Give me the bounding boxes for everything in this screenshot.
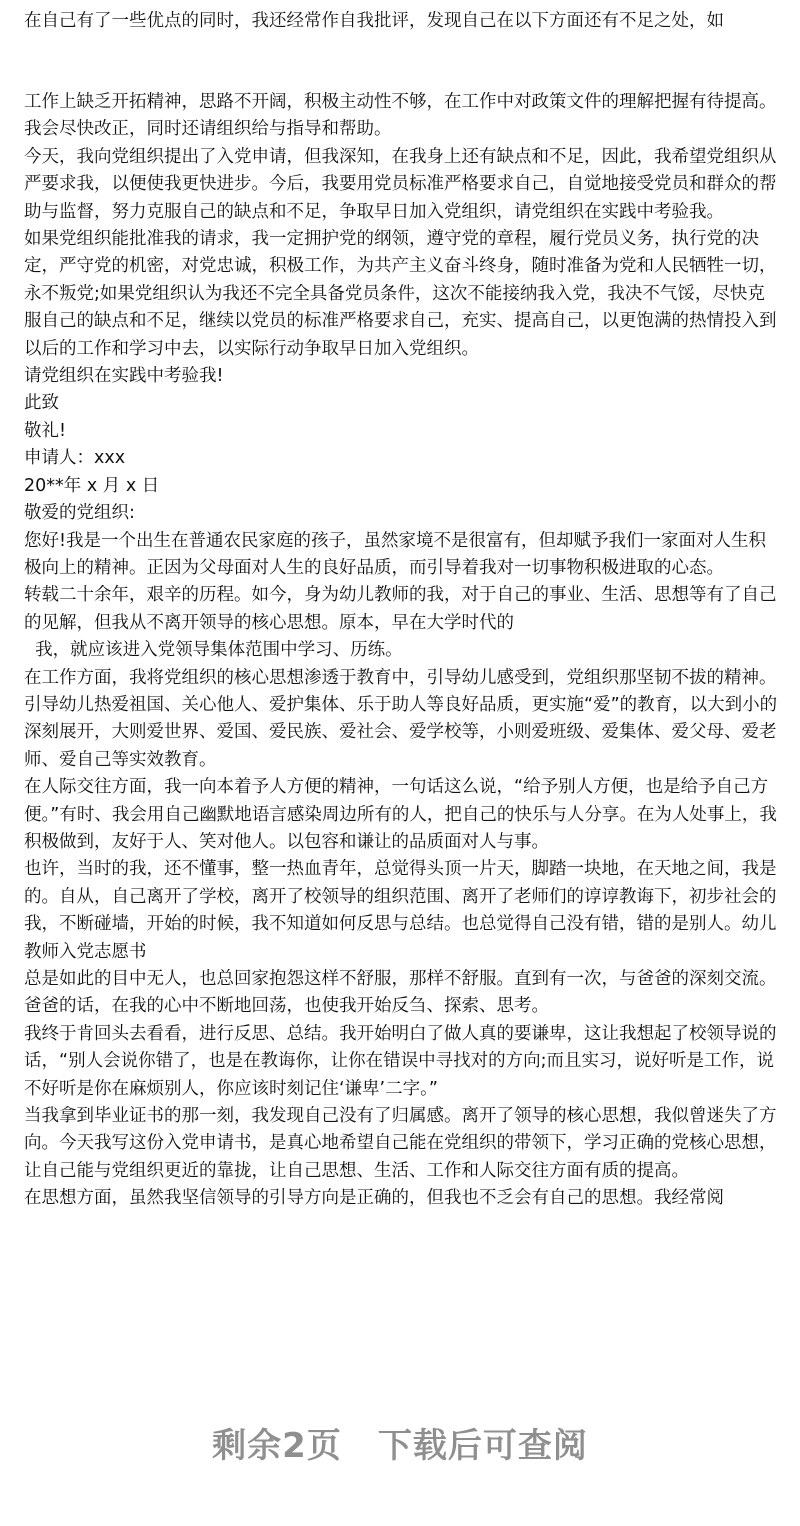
applicant-line: 申请人：xxx [24, 448, 126, 469]
paragraph: 转载二十余年，艰辛的历程。如今，身为幼儿教师的我，对于自己的事业、生活、思想等有了自己的见解，但我从不离开领导的核心思想。原本，早在大学时代的 [24, 585, 777, 633]
document-opening [24, 8, 779, 35]
paragraph: 当我拿到毕业证书的那一刻，我发现自己没有了归属感。离开了领导的核心思想，我似曾迷失了方向。今天我写这份入党申请书，是真心地希望自己能在党组织的带领下，学习正确的党核心思想，让自己能与党组织更近的靠拢，让自己思想、生活、工作和人际交往方面有质的提高。 [24, 1106, 777, 1181]
download-to-view-label: 下载后可查阅 [377, 1426, 588, 1466]
document-body [24, 89, 779, 1213]
paragraph: 在思想方面，虽然我坚信领导的引导方向是正确的，但我也不乏会有自己的思想。我经常阅 [24, 1188, 724, 1209]
paragraph: 今天，我向党组织提出了入党申请，但我深知，在我身上还有缺点和不足，因此，我希望党组织从严要求我，以便使我更快进步。今后，我要用党员标准严格要求自己，自觉地接受党员和群众的帮助与监督，努力克服自己的缺点和不足，争取早日加入党组织，请党组织在实践中考验我。 [24, 146, 777, 222]
paragraph: 在工作方面，我将党组织的核心思想渗透于教育中，引导幼儿感受到，党组织那坚韧不拔的精神。引导幼儿热爱祖国、关心他人、爱护集体、乐于助人等良好品质，更实施“爱”的教育，以大到小的深刻展开，大则爱世界、爱国、爱民族、爱社会、爱学校等，小则爱班级、爱集体、爱父母、爱老师、爱自己等实效教育。 [24, 667, 778, 770]
paragraph: 此致 [24, 393, 59, 414]
paragraph: 请党组织在实践中考验我! [24, 366, 224, 387]
paragraph: 敬礼! [24, 420, 67, 441]
salutation: 敬爱的党组织: [24, 503, 135, 524]
paragraph: 也许，当时的我，还不懂事，整一热血青年，总觉得头顶一片天，脚踏一块地，在天地之间，我是的。自从，自己离开了学校，离开了校领导的组织范围、离开了老师们的谆谆教诲下，初步社会的我，不断碰墙，开始的时候，我不知道如何反思与总结。也总觉得自己没有错，错的是别人。幼儿教师入党志愿书 [24, 859, 777, 962]
paragraph: 如果党组织能批准我的请求，我一定拥护党的纲领，遵守党的章程，履行党员义务，执行党的决定，严守党的机密，对党忠诚，积极工作，为共产主义奋斗终身，随时准备为党和人民牺牲一切，永不叛党;如果党组织认为我还不完全具备党员条件，这次不能接纳我入党，我决不气馁，尽快克服自己的缺点和不足，继续以党员的标准严格要求自己，充实、提高自己，以更饱满的热情投入到以后的工作和学习中去，以实际行动争取早日加入党组织。 [24, 229, 777, 359]
paragraph: 工作上缺乏开拓精神，思路不开阔，积极主动性不够，在工作中对政策文件的理解把握有待提高。我会尽快改正，同时还请组织给与指导和帮助。 [24, 92, 777, 140]
paragraph: 在人际交往方面，我一向本着予人方便的精神，一句话这么说，“给予别人方便，也是给予自己方便。”有时、我会用自己幽默地语言感染周边所有的人，把自己的快乐与人分享。在为人处事上，我积极做到，友好于人、笑对他人。以包容和谦让的品质面对人与事。 [24, 777, 777, 852]
paragraph: 总是如此的目中无人，也总回家抱怨这样不舒服，那样不舒服。直到有一次，与爸爸的深刻交流。爸爸的话，在我的心中不断地回荡，也使我开始反刍、探索、思考。 [24, 969, 777, 1017]
remaining-pages-label: 剩余2页 [212, 1426, 342, 1466]
paragraph: 您好!我是一个出生在普通农民家庭的孩子，虽然家境不是很富有，但却赋予我们一家面对人生积极向上的精神。正因为父母面对人生的良好品质，而引导着我对一切事物积极进取的心态。 [24, 530, 767, 578]
download-remaining-banner[interactable] [0, 1418, 800, 1467]
paragraph: 我，就应该进入党领导集体范围中学习、历练。 [24, 640, 403, 661]
date-line: 20**年 x 月 x 日 [24, 475, 160, 496]
paragraph: 我终于肯回头去看看，进行反思、总结。我开始明白了做人真的要谦卑，这让我想起了校领导说的话，“别人会说你错了，也是在教诲你，让你在错误中寻找对的方向;而且实习，说好听是工作，说不好听是你在麻烦别人，你应该时刻记住‘谦卑’二字。” [24, 1023, 777, 1099]
document-first-line: 在自己有了一些优点的同时，我还经常作自我批评，发现自己在以下方面还有不足之处，如 [24, 11, 724, 31]
